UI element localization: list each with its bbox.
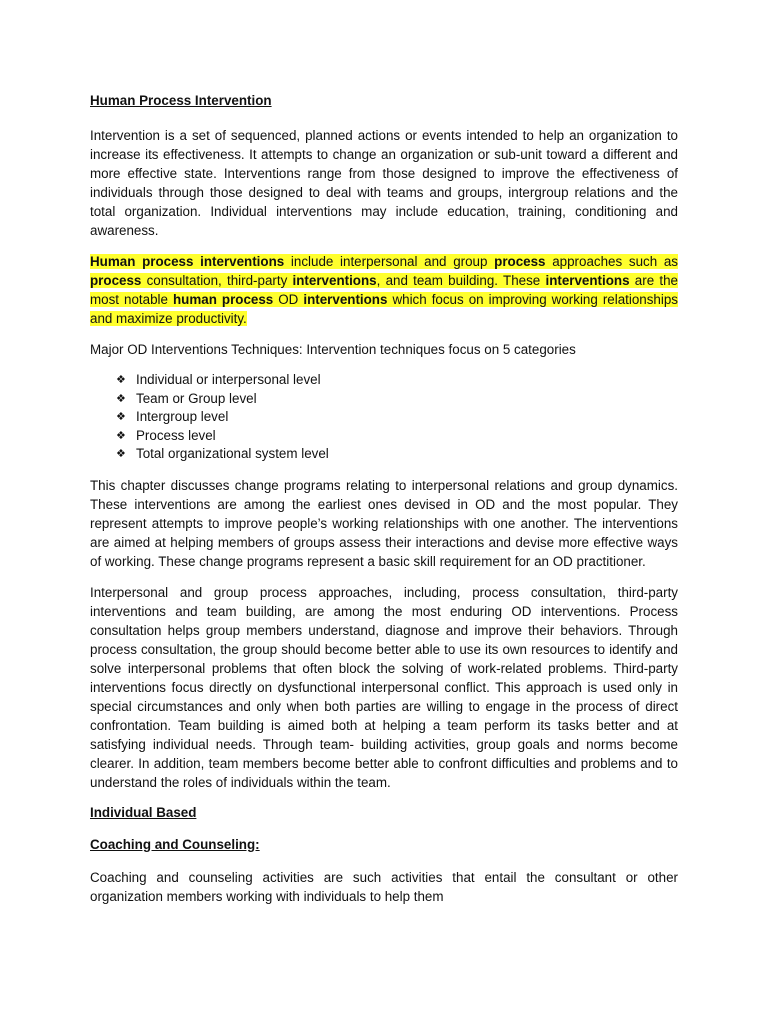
highlight-bold-text: interventions xyxy=(292,273,377,288)
highlight-text: which focus on improving working relationships and maximize productivity. xyxy=(90,292,679,326)
section-heading-coaching: Coaching and Counseling: xyxy=(90,836,260,852)
coaching-paragraph: Coaching and counseling activities are such activities that entail the consultant or other organization members working with individuals to help them xyxy=(90,869,678,904)
highlight-text: , and team building. These xyxy=(376,273,546,288)
list-item-label: Total organizational system level xyxy=(136,446,329,461)
diamond-bullet-icon: ❖ xyxy=(116,374,126,386)
diamond-bullet-icon: ❖ xyxy=(116,392,126,405)
highlight-bold-text: process xyxy=(90,273,142,288)
highlight-text: approaches such as xyxy=(545,254,678,269)
highlight-span xyxy=(90,254,678,326)
list-item xyxy=(116,427,678,446)
techniques-intro: Major OD Interventions Techniques: Intervention techniques focus on 5 categories xyxy=(90,342,576,357)
diamond-bullet-icon: ❖ xyxy=(116,411,126,423)
list-item-label: Individual or interpersonal level xyxy=(136,372,321,387)
list-item xyxy=(116,445,678,464)
highlighted-paragraph xyxy=(90,252,678,328)
intro-paragraph: Intervention is a set of sequenced, planned actions or events intended to help an organization to increase its effectiveness. It attempts to change an organization or sub-unit toward a different and more effective state. Interventions range from those designed to improve the effectiveness of individuals through those designed to deal with teams and groups, intergroup relations and the total organization. Individual interventions may include education, training, conditioning and awareness. xyxy=(90,128,678,238)
list-item-label: Process level xyxy=(136,427,216,443)
highlight-bold-text: process xyxy=(494,254,546,269)
page-title: Human Process Intervention xyxy=(90,93,272,108)
diamond-bullet-icon: ❖ xyxy=(116,429,126,442)
highlight-bold-text: Human process interventions xyxy=(90,254,285,269)
approaches-paragraph: Interpersonal and group process approaches, including, process consultation, third-party interventions and team building, are among the most enduring OD interventions. Process consultation helps group members understand, diagnose and improve their behaviors. Through process consultation, the group should become better able to use its own resources to identify and solve interpersonal problems that often block the solving of work-related problems. Third-party interventions focus directly on dysfunctional interpersonal conflict. This approach is used only in special circumstances and only when both parties are willing to engage in the process of direct confrontation. Team building is aimed both at helping a team perform its tasks better and at satisfying individual needs. Through team- building activities, group goals and norms become clearer. In addition, team members become better able to confront difficulties and problems and to understand the roles of individuals within the team. xyxy=(90,584,678,790)
highlight-text: OD xyxy=(273,292,304,307)
list-item xyxy=(116,371,678,390)
diamond-bullet-icon: ❖ xyxy=(116,448,126,460)
highlight-text: consultation, third-party xyxy=(141,273,293,288)
section-heading-individual: Individual Based xyxy=(90,804,197,820)
category-list xyxy=(90,371,678,464)
document-body xyxy=(90,92,678,918)
chapter-paragraph: This chapter discusses change programs relating to interpersonal relations and group dynamics. These interventions are among the earliest ones devised in OD and the most popular. They represent attempts to improve people’s working relationships with one another. The interventions are aimed at helping members of groups assess their interactions and devise more effective ways of working. These change programs represent a basic skill requirement for an OD practitioner. xyxy=(90,477,678,569)
list-item-label: Team or Group level xyxy=(136,390,257,406)
list-item xyxy=(116,408,678,427)
highlight-bold-text: interventions xyxy=(303,292,388,307)
highlight-bold-text: interventions xyxy=(545,273,630,288)
highlight-text: include interpersonal and group xyxy=(284,254,495,269)
list-item-label: Intergroup level xyxy=(136,409,229,424)
highlight-text: are the most notable xyxy=(90,273,678,307)
list-item xyxy=(116,390,678,409)
highlight-bold-text: human process xyxy=(172,292,274,307)
